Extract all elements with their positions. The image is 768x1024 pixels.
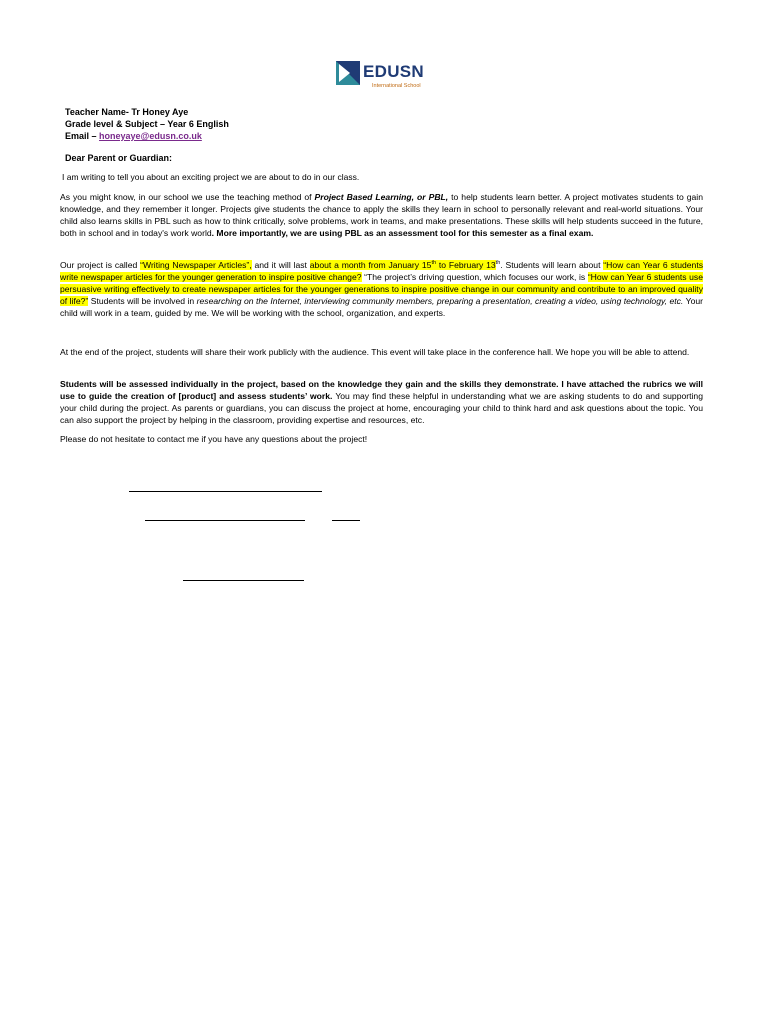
email-row xyxy=(65,130,229,142)
paragraph-presentation: At the end of the project, students will share their work publicly with the audience. This event will take place in the conference hall. We hope you will be able to attend. xyxy=(60,347,690,357)
p2-text-c: . Students will learn about xyxy=(500,260,604,270)
p2-text-e: Students will be involved in xyxy=(88,296,197,307)
p2-text-b: and it will last xyxy=(251,260,310,270)
paragraph-assessment xyxy=(60,378,703,426)
learn-highlight-1: “How can Year 6 students write newspaper articles xyxy=(60,260,704,283)
grade-subject: Grade level & Subject – Year 6 English xyxy=(65,119,229,129)
greeting: Dear Parent or Guardian: xyxy=(65,153,173,163)
signature-line[interactable] xyxy=(129,491,322,492)
intro-line: I am writing to tell you about an exciting project we are about to do in our class. xyxy=(62,172,360,182)
p1-text-c: to help students learn better. A project motivates students to gain knowledge, and they remember it longer. Projects give students the chance to apply the skills they learn in school to personally relevant and real-world situations. Your child also learns skills in PBL such as how to think critically, solve problems, work in teams, and make presentations. These skills will help students succeed in the future, both in school and in today's work world xyxy=(60,192,703,239)
extra-line[interactable] xyxy=(183,580,304,581)
driving-question-highlight: “How can Year 6 students use persuasive writing effectively to create newspaper articles for the younger generations to inspire positive change in our community and contribute to an improved quality of life?” xyxy=(60,272,703,307)
email-link[interactable]: honeyaye@edusn.co.uk xyxy=(99,131,202,141)
learn-highlight-2: for the younger generation to inspire positive change? xyxy=(152,272,362,283)
p2-text-d: “The project’s driving question, which focuses our work, is xyxy=(361,272,588,283)
paragraph-project xyxy=(60,259,703,319)
paragraph-pbl xyxy=(60,191,703,239)
name-line[interactable] xyxy=(145,520,305,521)
duration-highlight-2: to February 13 xyxy=(436,260,496,270)
logo-subtitle: International School xyxy=(372,83,421,89)
activities-list: researching on the Internet, interviewing community members, preparing a presentation, creating a video, using technology, etc. xyxy=(196,296,684,307)
letter-header xyxy=(65,106,229,142)
school-logo xyxy=(336,61,428,91)
duration-sup: th xyxy=(495,260,501,267)
p1-assessment: . More importantly, we are using PBL as an assessment tool for this semester as a final exam. xyxy=(211,228,594,239)
email-label: Email – xyxy=(65,131,100,141)
p1-pbl-term: Project Based Learning, or PBL, xyxy=(314,192,449,202)
assessment-rest: You may find these helpful in understanding what we are asking students to do and supporting your child during the project. As parents or guardians, you can discuss the project at home, encouraging your child to think hard and ask questions about the topic. You can also support the project by helping in the classroom, providing expertise and resources, etc. xyxy=(60,391,703,426)
logo-name: EDUSN xyxy=(363,62,425,81)
p2-text-a: Our project is called xyxy=(60,260,141,270)
date-line[interactable] xyxy=(332,520,360,521)
project-title-highlight: “Writing Newspaper Articles”, xyxy=(140,260,252,270)
p2-text-f: Your child will work in a team, guided by me. We will be working with the school, organization, and experts. xyxy=(60,296,703,319)
duration-highlight-1: about a month from January 15th xyxy=(309,260,437,270)
edusn-logo-icon xyxy=(336,61,360,85)
teacher-name: Teacher Name- Tr Honey Aye xyxy=(65,107,189,117)
assessment-bold: Students will be assessed individually in the project, based on the knowledge they gain and the skills they demonstrate. I have attached the rubrics we will use to guide the creation of [product] and assess students’ work. xyxy=(60,379,703,402)
closing-line: Please do not hesitate to contact me if you have any questions about the project! xyxy=(60,434,368,444)
p1-text-a: As you might know, in our school we use the teaching method of xyxy=(60,192,315,202)
